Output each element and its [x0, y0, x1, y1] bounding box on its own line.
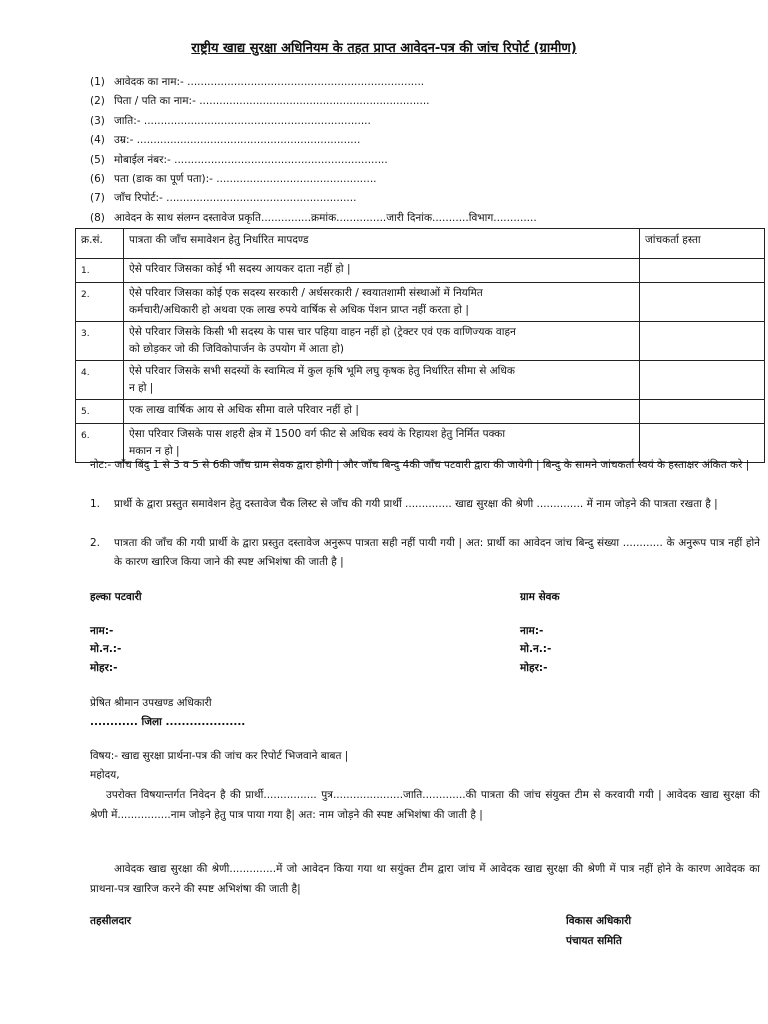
- field-number: (2): [90, 95, 105, 108]
- table-row: [76, 283, 765, 322]
- field-number: (8): [90, 211, 105, 224]
- letter-body-approval: उपरोक्त विषयान्तर्गत निवेदन है की प्रार्थी................ पुत्र.....................जाति.............की पात्रता की जांच संयुक्त टीम से करवायी गयी | आवेदक खाद्य सुरक्षा की श्रेणी में................नाम जोड़ने हेतु पात्र पाया गया है| अत: नाम जोड़ने की स्पष्ट अभिशंषा की जाती है |: [90, 789, 760, 821]
- field-age: [90, 131, 537, 150]
- criteria-line: ऐसे परिवार जिसके सभी सदस्यों के स्वामित्व में कुल कृषि भूमि लघु कृषक हेतु निर्धारित सीमा से अधिक: [129, 365, 515, 377]
- applicant-fields: [90, 73, 537, 228]
- gram-sevak-mobile: मो.न.:-: [520, 643, 552, 655]
- criteria-line: कर्मचारी/अधिकारी हो अथवा एक लाख रुपये वार्षिक से अधिक पेंशन प्राप्त नहीं करता हो |: [129, 304, 469, 316]
- criteria-line: ऐसे परिवार जिसका कोई भी सदस्य आयकर दाता नहीं हो |: [129, 263, 351, 275]
- eligibility-criteria-table: [75, 228, 765, 463]
- forward-district: ............ जिला ....................: [90, 716, 246, 728]
- criteria-line: ऐसे परिवार जिसके किसी भी सदस्य के पास चार पहिया वाहन नहीं हो (ट्रेक्टर एवं एक वाणिज्यक वाहन: [129, 326, 516, 338]
- field-inspection-report: [90, 189, 537, 208]
- letter-subject: विषय:- खाद्य सुरक्षा प्रार्थना-पत्र की जांच कर रिपोर्ट भिजवाने बाबत |: [90, 750, 349, 762]
- field-label: आवेदन के साथ संलग्न दस्तावेज प्रकृति...............क्रमांक...............जारी दिनांक...........विभाग.............: [114, 211, 537, 224]
- field-label: जाति:- ....................................................................: [114, 114, 371, 127]
- row-serial: 2.: [76, 283, 124, 322]
- row-criteria: [124, 259, 640, 283]
- document-title: राष्ट्रीय खाद्य सुरक्षा अधिनियम के तहत प्राप्त आवेदन-पत्र की जांच रिपोर्ट (ग्रामीण): [191, 41, 577, 56]
- row-serial: 5.: [76, 400, 124, 424]
- header-serial: क्र.सं.: [76, 229, 124, 259]
- criteria-line: को छोड़कर जो की जिविकोपार्जन के उपयोग में आता हो): [129, 343, 344, 355]
- row-criteria: [124, 283, 640, 322]
- field-father-husband-name: [90, 92, 537, 111]
- tehsildar-title: तहसीलदार: [90, 915, 132, 927]
- field-number: (1): [90, 76, 105, 88]
- field-number: (5): [90, 153, 105, 166]
- row-criteria: [124, 361, 640, 400]
- table-row: [76, 259, 765, 283]
- gram-sevak-name: नाम:-: [520, 625, 544, 637]
- signature-cell: [640, 400, 765, 424]
- table-header-row: [76, 229, 765, 259]
- header-inspector-signature: जांचकर्ता हस्ता: [640, 229, 765, 259]
- point-number: 2.: [90, 537, 101, 549]
- forward-to: प्रेषित श्रीमान उपखण्ड अधिकारी: [90, 697, 212, 709]
- field-mobile: [90, 151, 537, 170]
- patwari-seal: मोहर:-: [90, 662, 118, 674]
- field-caste: [90, 112, 537, 131]
- finding-point-2: [90, 534, 760, 572]
- field-number: (6): [90, 172, 105, 185]
- patwari-title: हल्का पटवारी: [90, 591, 142, 603]
- inspection-note: नोट:- जाँच बिंदु 1 से 3 व 5 से 6की जाँच ग्राम सेवक द्वारा होगी | और जाँच बिन्दु 4की जाँच पटवारी द्वारा की जायेगी | बिन्दु के सामने जांचकर्ता स्वयं के हस्ताक्षर अंकित करे |: [90, 459, 750, 471]
- field-label: पता (डाक का पूर्ण पता):- ................................................: [114, 172, 377, 185]
- patwari-name: नाम:-: [90, 625, 114, 637]
- criteria-line: न हो |: [129, 382, 154, 394]
- gram-sevak-title: ग्राम सेवक: [520, 591, 560, 603]
- table-row: [76, 400, 765, 424]
- row-serial: 4.: [76, 361, 124, 400]
- signature-cell: [640, 322, 765, 361]
- criteria-line: ऐसे परिवार जिसका कोई एक सदस्य सरकारी / अर्धसरकारी / स्वयातशामी संस्थाओं में नियमित: [129, 287, 483, 299]
- row-criteria: [124, 322, 640, 361]
- point-text: पात्रता की जाँच की गयी प्रार्थी के द्वारा प्रस्तुत दस्तावेज अनुरूप पात्रता सही नहीं पायी गयी | अत: प्रार्थी का आवेदन जांच बिन्दु संख्या ............ के अनुरूप पात्र नहीं होने के कारण खारिज किया जाने की स्पष्ट अभिशंषा की जाती है |: [114, 537, 760, 568]
- finding-point-1: [90, 495, 760, 514]
- row-criteria: [124, 400, 640, 424]
- letter-salutation: महोदय,: [90, 769, 120, 781]
- field-number: (4): [90, 134, 105, 147]
- field-label: आवेदक का नाम:- .......................................................................: [114, 76, 425, 88]
- field-number: (3): [90, 114, 105, 127]
- field-attached-documents: [90, 209, 537, 228]
- row-serial: 3.: [76, 322, 124, 361]
- row-serial: 1.: [76, 259, 124, 283]
- row-serial: 6.: [76, 424, 124, 463]
- criteria-line: एक लाख वार्षिक आय से अधिक सीमा वाले परिवार नहीं हो |: [129, 404, 359, 416]
- table-row: [76, 322, 765, 361]
- field-label: जाँच रिपोर्ट:- .........................................................: [114, 192, 357, 205]
- field-number: (7): [90, 192, 105, 205]
- criteria-line: मकान न हो |: [129, 445, 180, 457]
- panchayat-samiti-title: पंचायत समिति: [566, 935, 622, 947]
- point-number: 1.: [90, 498, 101, 510]
- field-label: उम्र:- ...................................................................: [114, 134, 361, 147]
- header-criteria: पात्रता की जाँच समावेशन हेतु निर्धारित मापदण्ड: [124, 229, 640, 259]
- field-label: पिता / पति का नाम:- .....................................................................: [114, 95, 430, 108]
- signature-cell: [640, 283, 765, 322]
- signature-cell: [640, 259, 765, 283]
- field-address: [90, 170, 537, 189]
- letter-body-rejection: आवेदक खाद्य सुरक्षा की श्रेणी..............में जो आवेदन किया गया था सयुंक्त टीम द्वारा जांच में आवेदक खाद्य सुरक्षा की श्रेणी में पात्र नहीं होने के कारण आवेदक का प्राथना-पत्र खारिज करने की स्पष्ट अभिशंषा की जाती है|: [90, 863, 760, 895]
- signature-cell: [640, 361, 765, 400]
- field-label: मोबाईल नंबर:- ................................................................: [114, 153, 388, 166]
- gram-sevak-seal: मोहर:-: [520, 662, 548, 674]
- point-text: प्रार्थी के द्वारा प्रस्तुत समावेशन हेतु दस्तावेज चैक लिस्ट से जाँच की गयी प्रार्थी .............. खाद्य सुरक्षा की श्रेणी .............. में नाम जोड़ने की पात्रता रखता है |: [114, 498, 718, 510]
- criteria-line: ऐसा परिवार जिसके पास शहरी क्षेत्र में 1500 वर्ग फीट से अधिक स्वयं के रिहायश हेतु निर्मित पक्का: [129, 428, 506, 440]
- table-row: [76, 361, 765, 400]
- field-applicant-name: [90, 73, 537, 92]
- development-officer-title: विकास अधिकारी: [566, 915, 632, 927]
- patwari-mobile: मो.न.:-: [90, 643, 122, 655]
